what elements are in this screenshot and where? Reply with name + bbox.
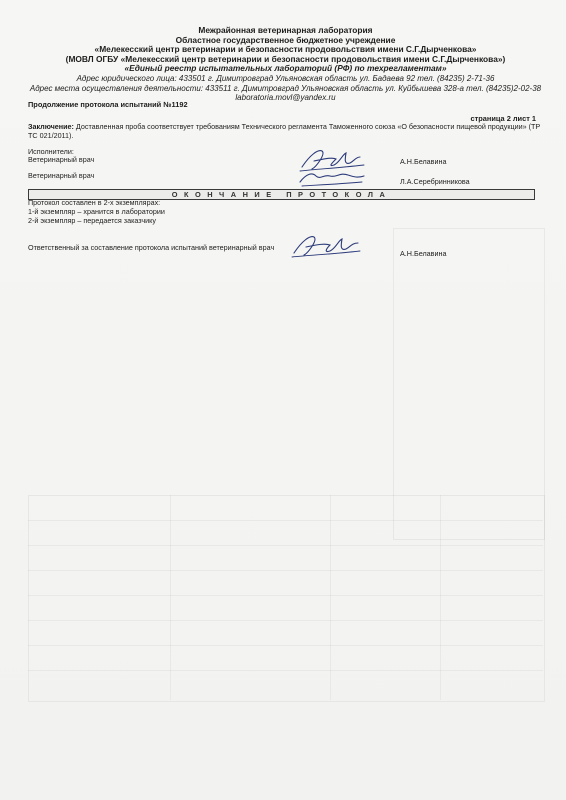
header-activity-address: Адрес места осуществления деятельности: 433511 г. Димитровград Ульяновская область ул. Куйбышева 328-а тел. (84235)2-02-38 — [29, 83, 542, 93]
signature-responsible — [290, 233, 364, 261]
executors-heading: Исполнители: — [28, 147, 74, 156]
continuation-title: Продолжение протокола испытаний №1192 — [28, 100, 188, 109]
responsible-label: Ответственный за составление протокола испытаний ветеринарный врач — [28, 243, 275, 252]
conclusion-text: Доставленная проба соответствует требованиям Технического регламента Таможенного союза «О безопасности пищевой продукции» (ТР ТС 021/2011). — [28, 122, 541, 140]
executor-name-1: А.Н.Белавина — [400, 157, 447, 166]
copy-1-note: 1-й экземпляр – хранится в лаборатории — [28, 207, 165, 216]
bleed-through-rule — [28, 645, 543, 646]
bleed-through-table — [393, 228, 545, 540]
page-number-label: страница 2 лист 1 — [470, 114, 536, 123]
header-center-name: «Мелекесский центр ветеринарии и безопасности продовольствия имени С.Г.Дырченкова» — [94, 44, 477, 55]
bleed-through-col — [170, 495, 171, 700]
bleed-through-rule — [28, 620, 543, 621]
signature-serebrinnikova — [296, 166, 368, 190]
header-registry: «Единый реестр испытательных лабораторий (РФ) по техрегламентам» — [124, 63, 447, 74]
conclusion-label: Заключение: — [28, 122, 74, 131]
copies-heading: Протокол составлен в 2-х экземплярах: — [28, 198, 161, 207]
header-lab-name: Межрайонная ветеринарная лаборатория — [198, 25, 373, 35]
header-short-name: (МОВЛ ОГБУ «Мелекесский центр ветеринарии и безопасности продовольствия имени С.Г.Дырченкова») — [65, 53, 506, 64]
bleed-through-rule — [28, 545, 543, 546]
bleed-through-col — [440, 495, 441, 700]
copy-2-note: 2-й экземпляр – передается заказчику — [28, 216, 156, 225]
lab-header — [28, 26, 543, 103]
header-email: laboratoria.movl@yandex.ru — [235, 93, 336, 103]
responsible-name: А.Н.Белавина — [400, 249, 447, 258]
bleed-through-rule — [28, 595, 543, 596]
executor-role-2: Ветеринарный врач — [28, 171, 95, 180]
bleed-through-rule — [28, 570, 543, 571]
end-of-protocol-banner: ОКОНЧАНИЕ ПРОТОКОЛА — [28, 189, 535, 200]
executor-name-2: Л.А.Серебринникова — [400, 177, 470, 186]
executor-role-1: Ветеринарный врач — [28, 155, 95, 164]
conclusion-paragraph — [28, 122, 551, 140]
header-institution-type: Областное государственное бюджетное учреждение — [175, 34, 396, 45]
bleed-through-col — [330, 495, 331, 700]
header-legal-address: Адрес юридического лица: 433501 г. Димитровград Ульяновская область ул. Бадаева 92 тел. (84235) 2-71-36 — [76, 73, 495, 83]
bleed-through-rule — [28, 520, 543, 521]
bleed-through-rule — [28, 670, 543, 671]
